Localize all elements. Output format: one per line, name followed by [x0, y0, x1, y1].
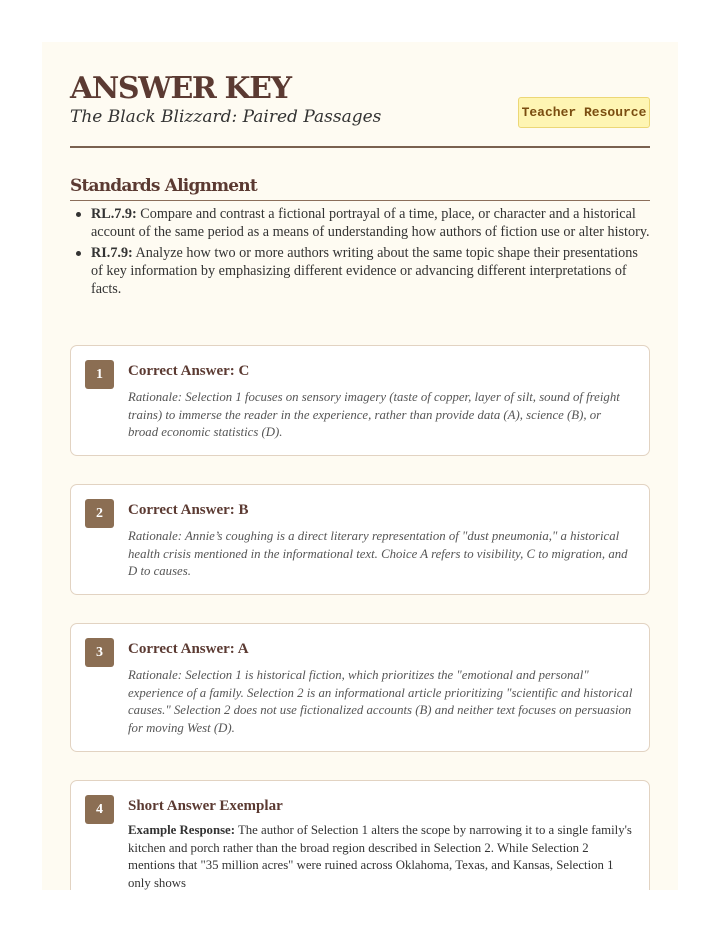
- answer-card-2: [70, 484, 650, 595]
- question-number-badge: 4: [85, 795, 114, 824]
- question-number-badge: 3: [85, 638, 114, 667]
- standard-item: [91, 205, 650, 241]
- bullet-icon: [76, 251, 81, 256]
- teacher-resource-badge: Teacher Resource: [518, 97, 650, 128]
- example-response-label: Example Response:: [128, 823, 235, 837]
- page-subtitle: The Black Blizzard: Paired Passages: [70, 107, 382, 127]
- page-content: [70, 42, 650, 890]
- answer-card-4: [70, 780, 650, 890]
- example-response-text: The author of Selection 1 alters the scope by narrowing it to a single family's kitchen and porch rather than the broad region described in Selection 2. While Selection 2 mentions that "35 million acres" were ruined across Oklahoma, Texas, and Kansas, Selection 1 only shows: [128, 823, 632, 890]
- standard-item: [91, 244, 650, 298]
- standard-text: Compare and contrast a fictional portrayal of a time, place, or character and a historical account of the same period as a means of understanding how authors of fiction use or alter history.: [91, 206, 650, 240]
- question-number-badge: 2: [85, 499, 114, 528]
- answer-title: Correct Answer: B: [128, 502, 249, 518]
- example-response: [128, 822, 633, 890]
- standard-code: RI.7.9:: [91, 245, 133, 261]
- answer-rationale: Rationale: Selection 1 focuses on sensory imagery (taste of copper, layer of silt, sound of freight trains) to immerse the reader in the experience, rather than provide data (A), science (B), or broad economic statistics (D).: [128, 390, 620, 440]
- bullet-icon: [76, 212, 81, 217]
- answer-title: Correct Answer: C: [128, 363, 250, 379]
- answer-card-1: [70, 345, 650, 456]
- answer-rationale: Rationale: Selection 1 is historical fiction, which prioritizes the "emotional and personal" experience of a family. Selection 2 is an informational article prioritizing "scientific and historical causes." Selection 2 does not use fictionalized accounts (B) and neither text focuses on persuasion for moving West (D).: [128, 668, 633, 735]
- standard-text: Analyze how two or more authors writing about the same topic shape their presentations of key information by emphasizing different evidence or advancing different interpretations of facts.: [91, 245, 638, 297]
- page-header: [70, 42, 650, 148]
- answer-title: Correct Answer: A: [128, 641, 249, 657]
- answer-rationale: Rationale: Annie’s coughing is a direct literary representation of "dust pneumonia," a historical health crisis mentioned in the informational text. Choice A refers to visibility, C to migration, and D to causes.: [128, 529, 628, 579]
- standards-heading: Standards Alignment: [70, 173, 650, 201]
- standards-list: [70, 205, 650, 301]
- question-number-badge: 1: [85, 360, 114, 389]
- standard-code: RL.7.9:: [91, 206, 137, 222]
- page-title: ANSWER KEY: [70, 71, 291, 106]
- answer-key-page: [42, 42, 678, 890]
- answer-title: Short Answer Exemplar: [128, 798, 283, 814]
- answer-card-3: [70, 623, 650, 752]
